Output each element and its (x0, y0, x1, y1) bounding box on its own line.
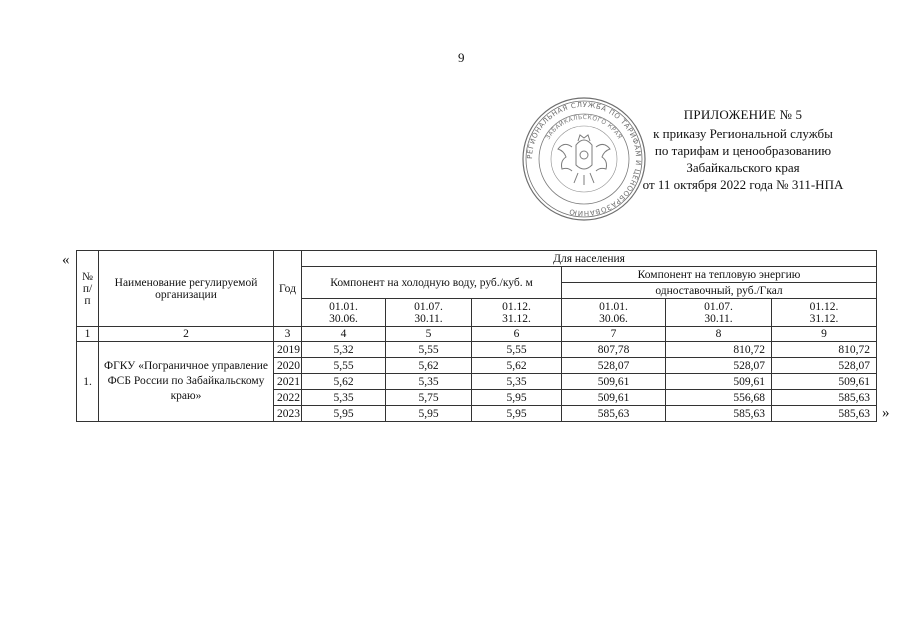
header-heat-energy: Компонент на тепловую энергию (562, 267, 877, 283)
cold-water-cell: 5,55 (302, 358, 386, 374)
appendix-line-4: от 11 октября 2022 года № 311-НПА (642, 177, 844, 192)
column-number: 5 (386, 327, 472, 342)
header-organization: Наименование регулируемой организации (99, 251, 274, 327)
column-number: 7 (562, 327, 666, 342)
year-cell: 2022 (274, 390, 302, 406)
heat-cell: 585,63 (772, 390, 877, 406)
period-header: 01.07. 30.11. (666, 299, 772, 327)
appendix-line-3: Забайкальского края (686, 160, 800, 175)
heat-cell: 509,61 (562, 390, 666, 406)
cold-water-cell: 5,95 (386, 406, 472, 422)
page-number: 9 (458, 50, 465, 65)
cold-water-cell: 5,35 (302, 390, 386, 406)
organization-name: ФГКУ «Пограничное управление ФСБ России по Забайкальскому краю» (99, 342, 274, 422)
heat-cell: 807,78 (562, 342, 666, 358)
heat-cell: 528,07 (772, 358, 877, 374)
cold-water-cell: 5,95 (302, 406, 386, 422)
cold-water-cell: 5,62 (472, 358, 562, 374)
cold-water-cell: 5,35 (472, 374, 562, 390)
closing-quote: » (882, 405, 890, 421)
heat-cell: 509,61 (562, 374, 666, 390)
header-year: Год (274, 251, 302, 327)
header-for-population: Для населения (302, 251, 877, 267)
column-number: 9 (772, 327, 877, 342)
row-index: 1. (77, 342, 99, 422)
heat-cell: 810,72 (666, 342, 772, 358)
opening-quote: « (62, 252, 70, 268)
heat-cell: 528,07 (666, 358, 772, 374)
appendix-line-2: по тарифам и ценообразованию (654, 143, 832, 158)
period-header: 01.01. 30.06. (562, 299, 666, 327)
header-number: № п/п (77, 251, 99, 327)
column-number: 2 (99, 327, 274, 342)
heat-cell: 509,61 (772, 374, 877, 390)
heat-cell: 585,63 (562, 406, 666, 422)
tariff-table (76, 250, 877, 422)
cold-water-cell: 5,62 (386, 358, 472, 374)
svg-text:ЗАБАЙКАЛЬСКОГО КРАЯ (545, 114, 624, 141)
seal-outer-text: РЕГИОНАЛЬНАЯ СЛУЖБА ПО ТАРИФАМ И ЦЕНООБРАЗОВАНИЮ (525, 100, 643, 218)
period-header: 01.12. 31.12. (472, 299, 562, 327)
cold-water-cell: 5,35 (386, 374, 472, 390)
period-header: 01.12. 31.12. (772, 299, 877, 327)
heat-cell: 556,68 (666, 390, 772, 406)
column-number: 3 (274, 327, 302, 342)
cold-water-cell: 5,95 (472, 390, 562, 406)
appendix-header (628, 106, 858, 193)
column-number: 6 (472, 327, 562, 342)
column-number: 4 (302, 327, 386, 342)
column-number: 8 (666, 327, 772, 342)
heat-cell: 810,72 (772, 342, 877, 358)
period-header: 01.01. 30.06. (302, 299, 386, 327)
year-cell: 2019 (274, 342, 302, 358)
cold-water-cell: 5,62 (302, 374, 386, 390)
double-headed-eagle-emblem (558, 135, 610, 185)
year-cell: 2023 (274, 406, 302, 422)
table-row (77, 342, 877, 358)
heat-cell: 585,63 (772, 406, 877, 422)
heat-cell: 509,61 (666, 374, 772, 390)
year-cell: 2021 (274, 374, 302, 390)
cold-water-cell: 5,55 (386, 342, 472, 358)
column-number: 1 (77, 327, 99, 342)
year-cell: 2020 (274, 358, 302, 374)
heat-cell: 585,63 (666, 406, 772, 422)
header-heat-single-rate: одноставочный, руб./Гкал (562, 283, 877, 299)
seal-inner-text: ЗАБАЙКАЛЬСКОГО КРАЯ (544, 113, 624, 141)
appendix-title: ПРИЛОЖЕНИЕ № 5 (683, 107, 803, 122)
header-cold-water: Компонент на холодную воду, руб./куб. м (302, 267, 562, 299)
appendix-line-1: к приказу Региональной службы (653, 126, 833, 141)
cold-water-cell: 5,55 (472, 342, 562, 358)
cold-water-cell: 5,75 (386, 390, 472, 406)
cold-water-cell: 5,95 (472, 406, 562, 422)
cold-water-cell: 5,32 (302, 342, 386, 358)
heat-cell: 528,07 (562, 358, 666, 374)
period-header: 01.07. 30.11. (386, 299, 472, 327)
